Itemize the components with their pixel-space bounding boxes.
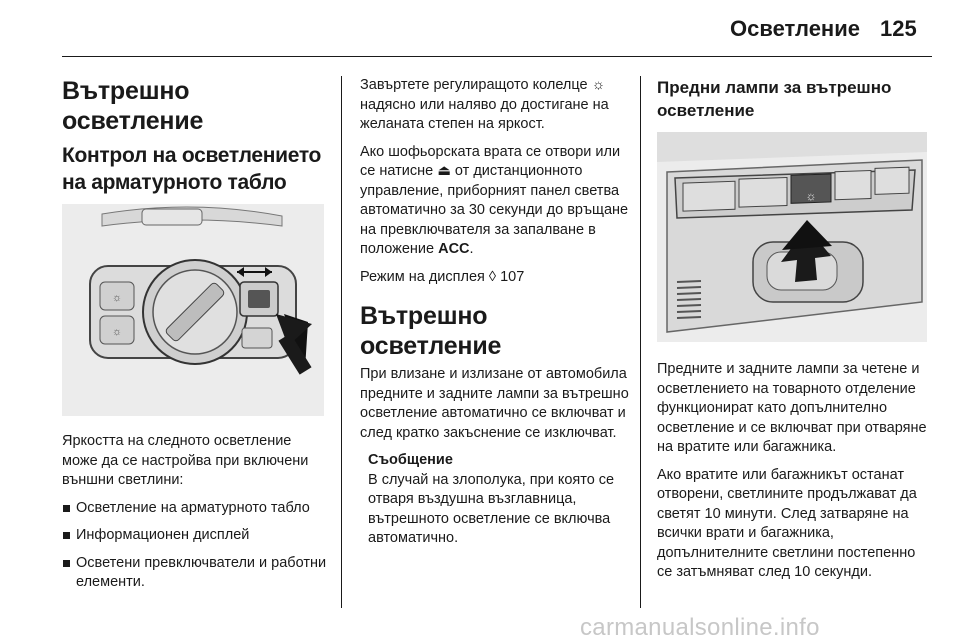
subsection-heading: Контрол на осветлението на арматурното табло — [62, 144, 322, 194]
running-header-title: Осветление — [730, 16, 860, 41]
list-item: Осветление на арматурното табло — [62, 499, 327, 519]
body-text: При влизане и излизане от автомобила предните и задните лампи за вътрешно осветление автоматично се включват и след кратко закъснение се изключват. — [360, 366, 629, 441]
svg-text:☼: ☼ — [111, 292, 123, 304]
page-number: 125 — [880, 16, 917, 41]
bullet-square-icon — [63, 532, 70, 539]
bullet-square-icon — [63, 560, 70, 567]
svg-text:☼: ☼ — [805, 189, 817, 203]
column-1 — [62, 76, 327, 601]
header-rule — [62, 56, 932, 57]
svg-text:☼: ☼ — [111, 326, 123, 338]
watermark: carmanualsonline.info — [580, 614, 820, 641]
dashboard-light-switch-figure — [62, 204, 324, 416]
note-body: В случай на злополука, при която се отваря въздушна възглавница, вътрешното осветление се включва автоматично. — [368, 471, 615, 546]
body-text: Предните и задните лампи за четене и осветлението на товарното отделение функционират като допълнително осветление и се включват при отваряне на вратите или багажника. — [657, 361, 927, 455]
body-text: Ако вратите или багажникът останат отворени, светлините продължават да светят 10 минути. След затваряне на всички врати и багажника, допълнителните светлини постепенно се затъмняват след 10 секунди. — [657, 466, 917, 580]
column-3 — [657, 76, 932, 591]
lock-key-icon: ⏏ — [437, 163, 451, 179]
light-switch-illustration — [62, 204, 324, 416]
column-divider-1 — [341, 76, 342, 608]
bullet-square-icon — [63, 505, 70, 512]
note-box — [360, 451, 630, 549]
column-divider-2 — [640, 76, 641, 608]
body-text: Завъртете регулиращото колелце ☼ надясно или наляво до достигане на желаната степен на яркост. — [360, 77, 609, 132]
column-2 — [360, 76, 630, 557]
cross-reference: Режим на дисплея ◊ 107 — [360, 268, 525, 285]
interior-lamp-illustration — [657, 132, 927, 342]
subsection-heading: Предни лампи за вътрешно осветление — [657, 78, 892, 120]
section-heading: Вътрешно осветление — [62, 77, 204, 135]
note-title: Съобщение — [368, 452, 453, 468]
list-item: Информационен дисплей — [62, 526, 327, 546]
interior-lamp-figure — [657, 132, 927, 342]
list-item: Осветени превключватели и работни елементи. — [62, 554, 327, 593]
bullet-list — [62, 499, 327, 593]
section-heading: Вътрешно осветление — [360, 302, 502, 360]
body-text: Яркостта на следното осветление може да се настройва при включени външни светлини: — [62, 433, 309, 488]
body-text: Ако шофьорската врата се отвори или се натисне ⏏ от дистанционното управление, приборният панел светва автоматично за 30 секунди до връщане на превключвателя за запалване в положение ACC. — [360, 143, 629, 257]
